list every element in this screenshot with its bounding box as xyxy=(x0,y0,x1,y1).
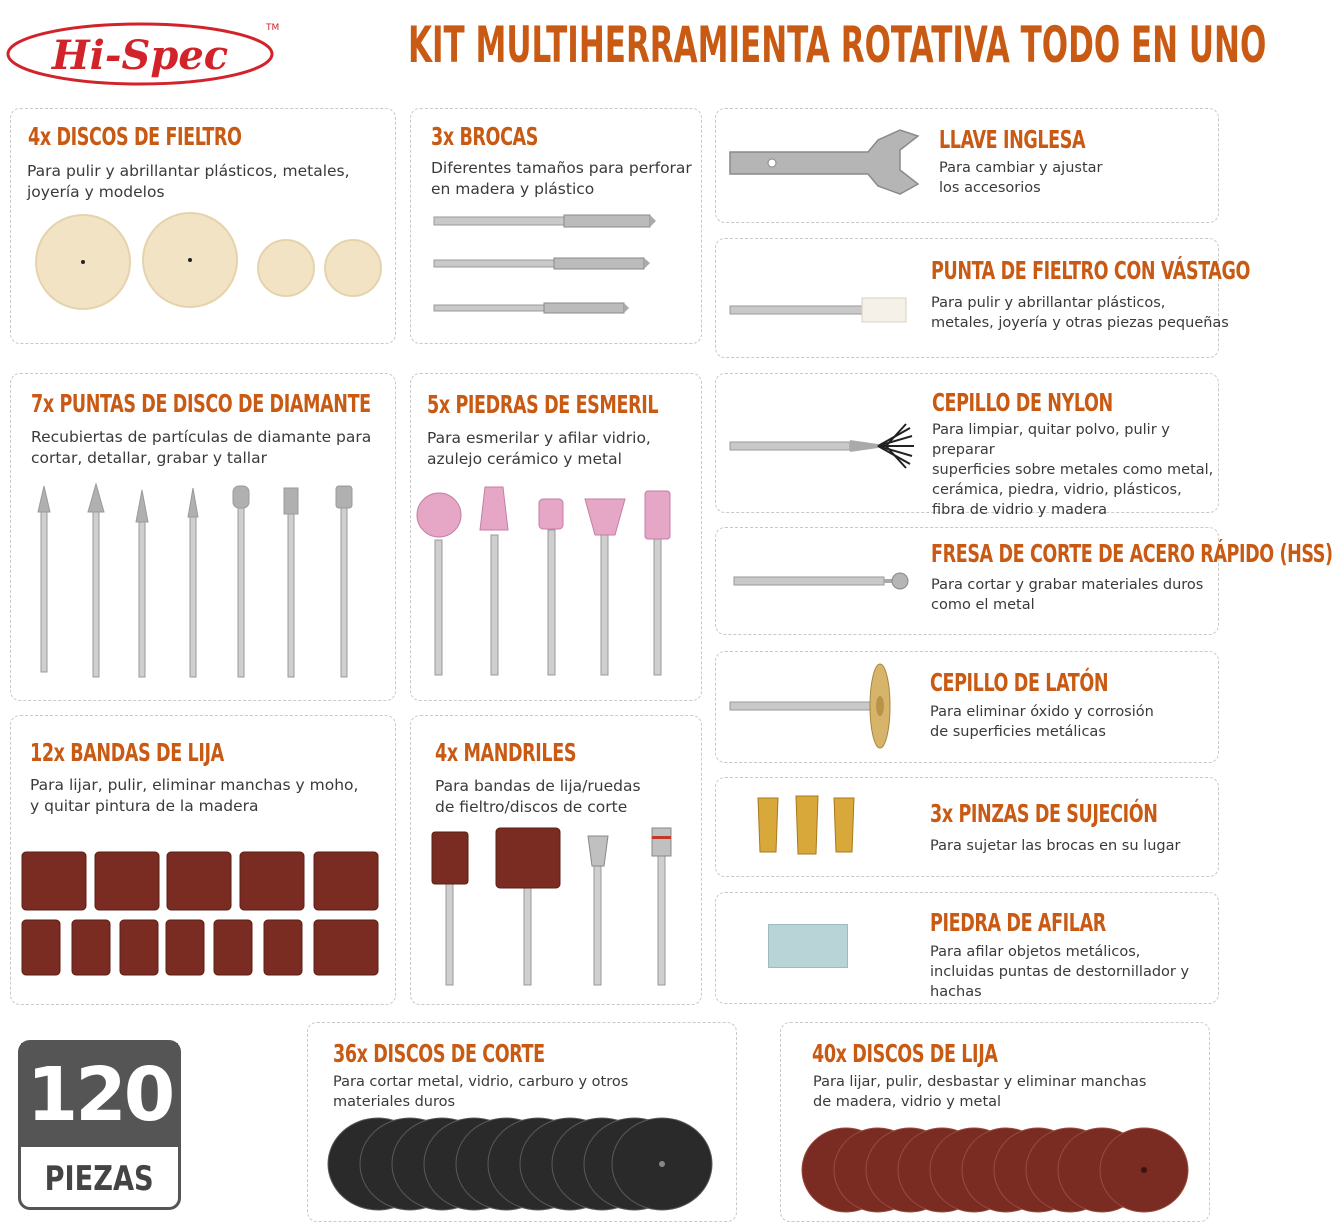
page-title: KIT MULTIHERRAMIENTA ROTATIVA TODO EN UNO xyxy=(408,16,1267,74)
brass-brush-desc: Para eliminar óxido y corrosión de superficies metálicas xyxy=(930,704,1154,740)
wrench-title: LLAVE INGLESA xyxy=(939,125,1086,154)
nylon-brush-title: CEPILLO DE NYLON xyxy=(932,388,1113,417)
diamond-desc: Recubiertas de partículas de diamante para cortar, detallar, grabar y tallar xyxy=(31,428,372,467)
piece-count-badge xyxy=(18,1040,181,1210)
sanding-discs-desc: Para lijar, pulir, desbastar y eliminar manchas de madera, vidrio y metal xyxy=(813,1074,1147,1110)
cutting-discs-desc: Para cortar metal, vidrio, carburo y otros materiales duros xyxy=(333,1074,629,1110)
mandrels-image xyxy=(428,826,688,988)
cutting-discs-title: 36x DISCOS DE CORTE xyxy=(333,1039,545,1068)
collets-desc: Para sujetar las brocas en su lugar xyxy=(930,838,1181,854)
collets-image xyxy=(752,792,872,858)
svg-text:Hi-Spec: Hi-Spec xyxy=(51,32,229,79)
felt-discs-desc: Para pulir y abrillantar plásticos, metales, joyería y modelos xyxy=(27,162,350,201)
grinding-stones-image xyxy=(415,485,685,680)
hss-cutter-image xyxy=(732,570,912,594)
hss-cutter-title: FRESA DE CORTE DE ACERO RÁPIDO (HSS) xyxy=(931,539,1333,568)
drills-title: 3x BROCAS xyxy=(431,122,538,151)
felt-tip-image xyxy=(728,296,918,328)
brass-brush-image xyxy=(728,658,918,753)
drills-desc: Diferentes tamaños para perforar en madera y plástico xyxy=(431,159,692,198)
sanding-bands-image xyxy=(20,850,385,978)
mandrels-desc: Para bandas de lija/ruedas de fieltro/discos de corte xyxy=(435,777,641,816)
felt-tip-desc: Para pulir y abrillantar plásticos, metales, joyería y otras piezas pequeñas xyxy=(931,295,1229,331)
piece-count-label: PIEZAS xyxy=(45,1159,154,1199)
collets-title: 3x PINZAS DE SUJECIÓN xyxy=(930,799,1158,828)
sharpening-stone-image xyxy=(768,924,848,968)
sanding-bands-desc: Para lijar, pulir, eliminar manchas y moho, y quitar pintura de la madera xyxy=(30,776,359,815)
diamond-tips-image xyxy=(30,482,370,682)
sharpening-stone-title: PIEDRA DE AFILAR xyxy=(930,908,1106,937)
sharpening-stone-desc: Para afilar objetos metálicos, incluidas puntas de destornillador y hachas xyxy=(930,944,1190,1000)
cutting-discs-image xyxy=(322,1112,722,1212)
drills-image xyxy=(430,210,660,320)
sanding-discs-image xyxy=(800,1124,1195,1214)
nylon-brush-image xyxy=(728,424,918,468)
nylon-brush-desc: Para limpiar, quitar polvo, pulir y preparar superficies sobre metales como metal, cerámica, piedra, vidrio, plásticos, fibra de vidrio y madera xyxy=(932,422,1214,518)
grinding-title: 5x PIEDRAS DE ESMERIL xyxy=(427,390,659,419)
hi-spec-logo xyxy=(4,14,278,88)
sanding-bands-title: 12x BANDAS DE LIJA xyxy=(30,738,224,767)
svg-text:TM: TM xyxy=(266,23,280,33)
grinding-desc: Para esmerilar y afilar vidrio, azulejo cerámico y metal xyxy=(427,429,651,468)
brass-brush-title: CEPILLO DE LATÓN xyxy=(930,668,1109,697)
wrench-icon xyxy=(728,128,923,198)
felt-discs-title: 4x DISCOS DE FIELTRO xyxy=(28,122,242,151)
piece-count-number: 120 xyxy=(21,1043,178,1147)
felt-tip-title: PUNTA DE FIELTRO CON VÁSTAGO xyxy=(931,256,1250,285)
hss-cutter-desc: Para cortar y grabar materiales duros como el metal xyxy=(931,577,1204,613)
mandrels-title: 4x MANDRILES xyxy=(435,738,577,767)
wrench-desc: Para cambiar y ajustar los accesorios xyxy=(939,160,1103,196)
felt-discs-image xyxy=(30,210,390,310)
diamond-title: 7x PUNTAS DE DISCO DE DIAMANTE xyxy=(31,389,371,418)
sanding-discs-title: 40x DISCOS DE LIJA xyxy=(812,1039,998,1068)
